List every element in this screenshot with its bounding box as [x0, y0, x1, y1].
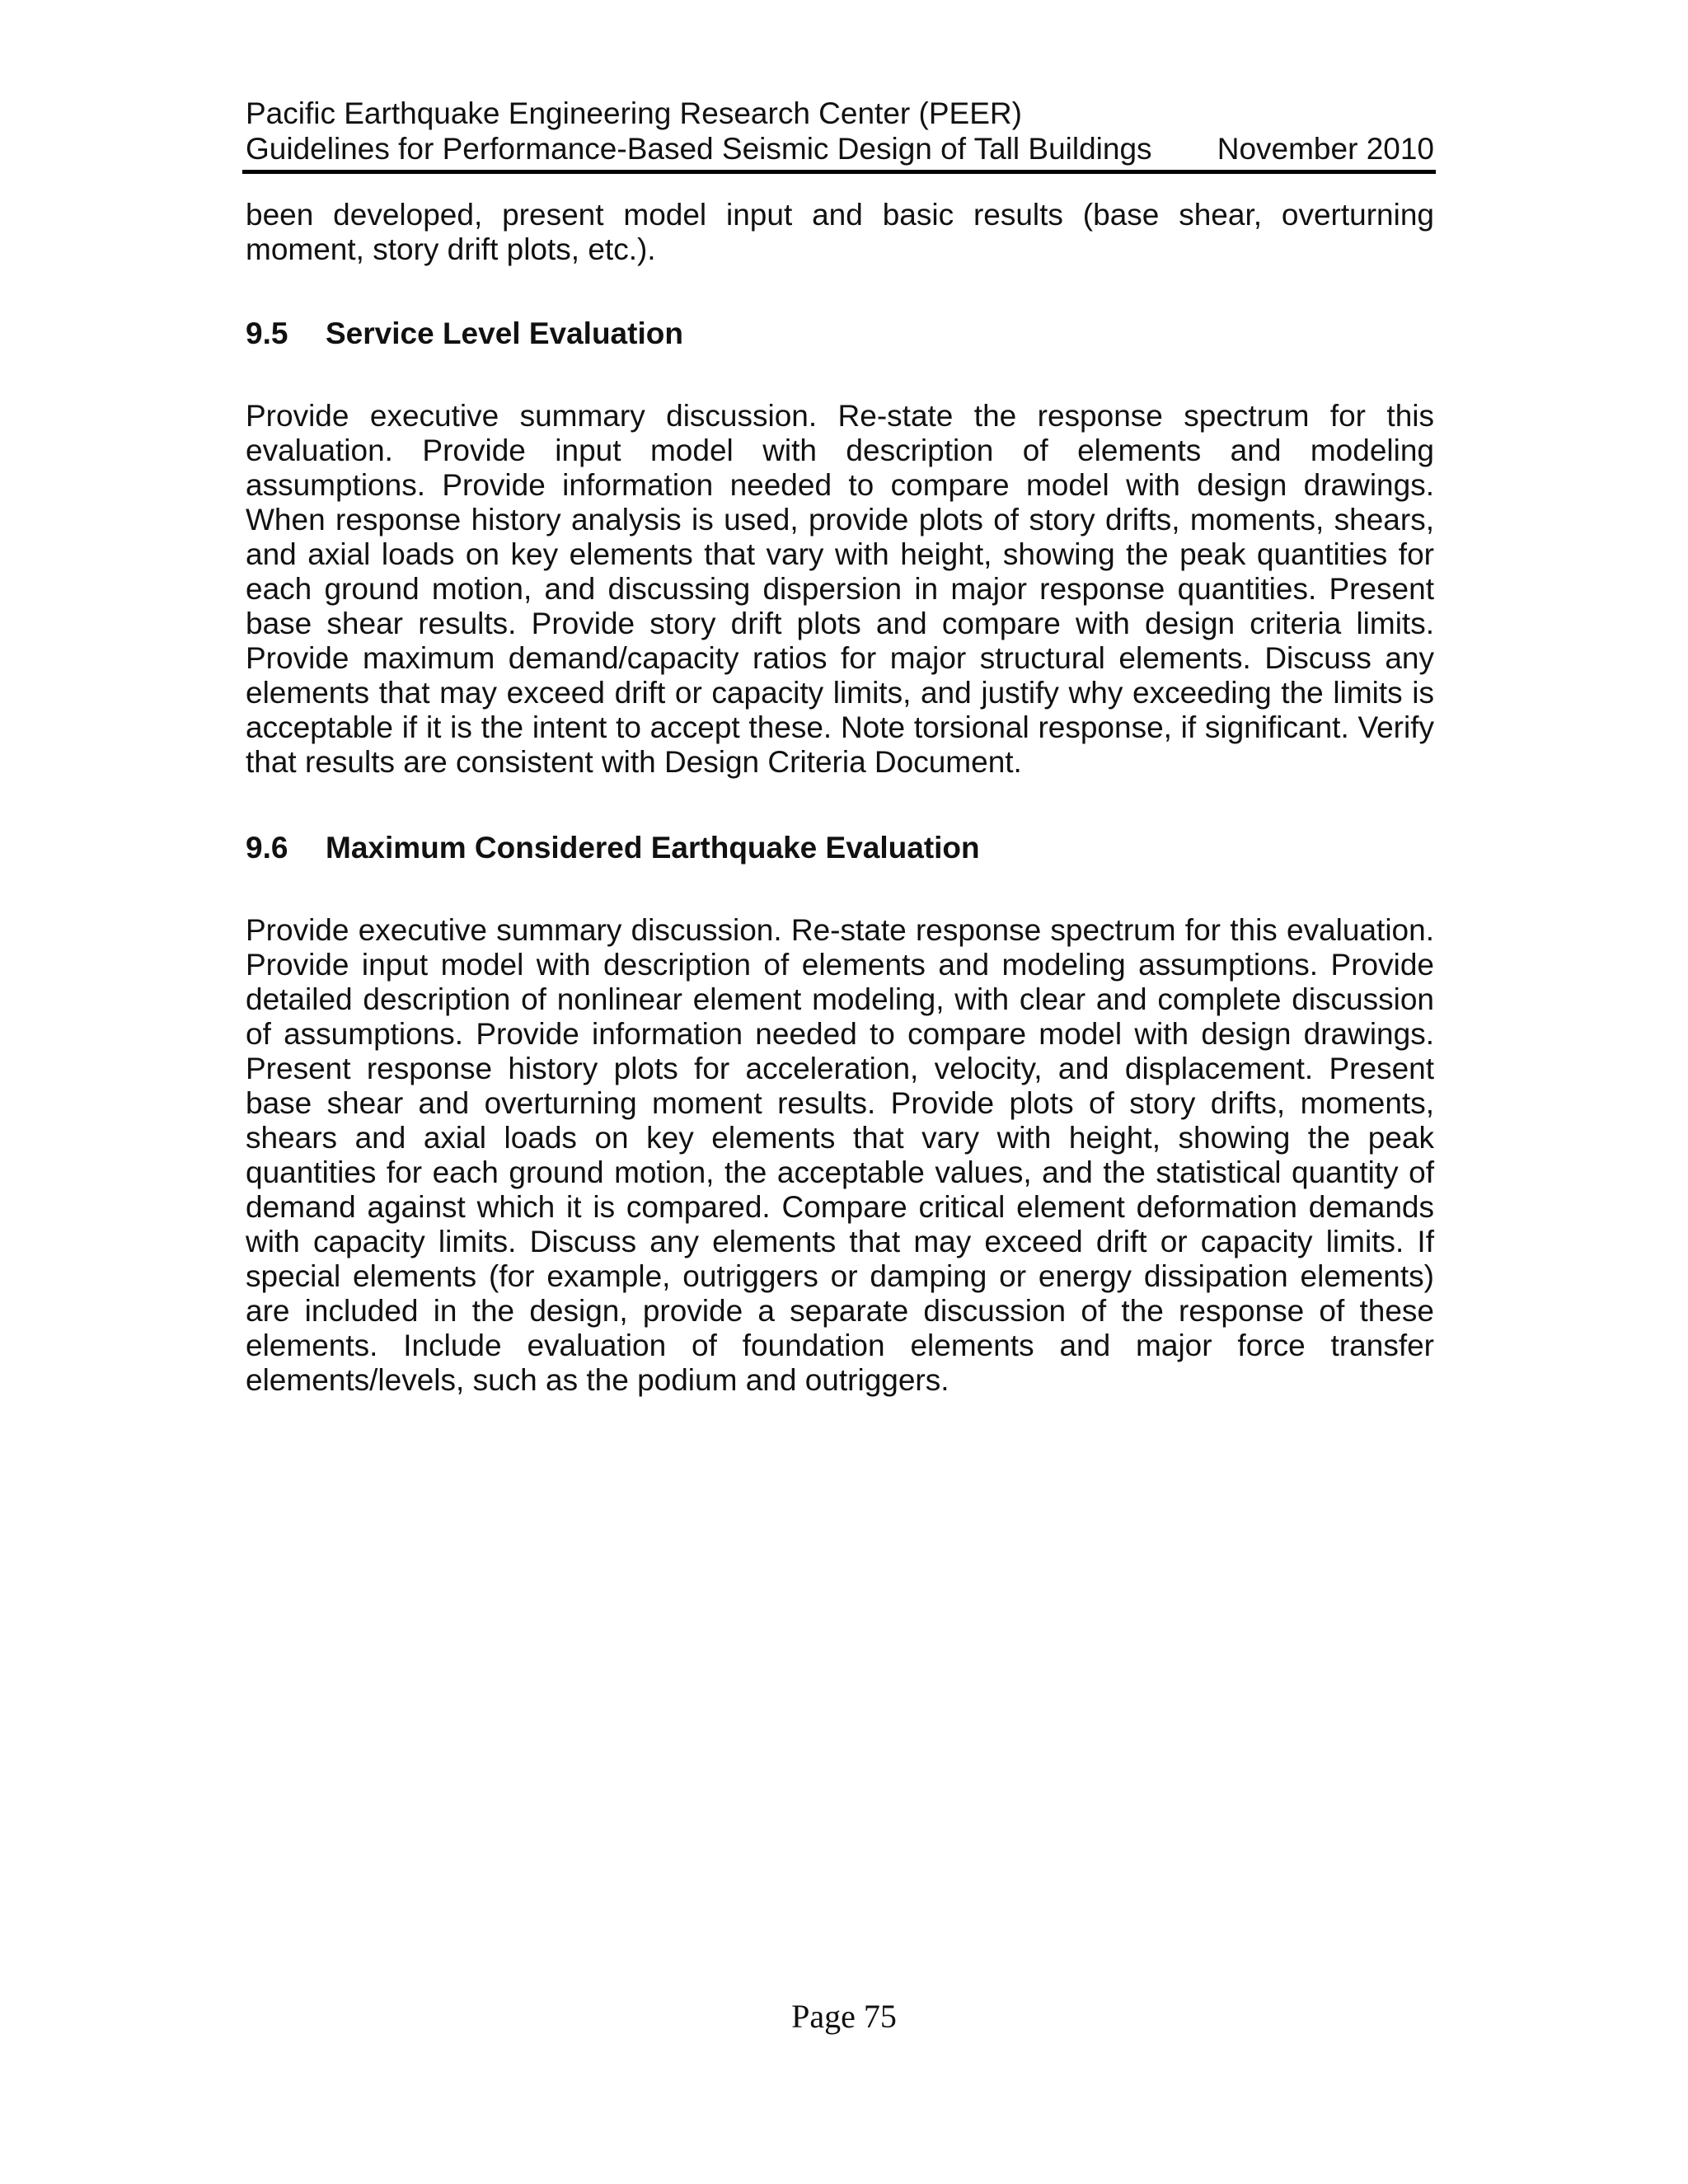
section-9-5-paragraph: Provide executive summary discussion. Re-state the response spectrum for this evaluation. Provide input model with description of elements and modeling assumptions. Provide information needed to compare model with design drawings. When response history analysis is used, provide plots of story drifts, moments, shears, and axial loads on key elements that vary with height, showing the peak quantities for each ground motion, and discussing dispersion in major response quantities. Present base shear results. Provide story drift plots and compare with design criteria limits. Provide maximum demand/capacity ratios for major structural elements. Discuss any elements that may exceed drift or capacity limits, and justify why exceeding the limits is acceptable if it is the intent to accept these. Note torsional response, if significant. Verify that results are consistent with Design Criteria Document. — [246, 399, 1434, 779]
section-title: Maximum Considered Earthquake Evaluation — [326, 831, 980, 865]
section-9-6-paragraph: Provide executive summary discussion. Re-state response spectrum for this evaluation. Provide input model with description of elements and modeling assumptions. Provide detailed description of nonlinear element modeling, with clear and complete discussion of assumptions. Provide information needed to compare model with design drawings. Present response history plots for acceleration, velocity, and displacement. Present base shear and overturning moment results. Provide plots of story drifts, moments, shears and axial loads on key elements that vary with height, showing the peak quantities for each ground motion, the acceptable values, and the statistical quantity of demand against which it is compared. Compare critical element deformation demands with capacity limits. Discuss any elements that may exceed drift or capacity limits. If special elements (for example, outriggers or damping or energy dissipation elements) are included in the design, provide a separate discussion of the response of these elements. Include evaluation of foundation elements and major force transfer elements/levels, such as the podium and outriggers. — [246, 913, 1434, 1397]
continuation-paragraph: been developed, present model input and basic results (base shear, overturning moment, story drift plots, etc.). — [246, 198, 1434, 266]
section-title: Service Level Evaluation — [326, 316, 683, 350]
header-date: November 2010 — [1217, 132, 1434, 166]
header-organization: Pacific Earthquake Engineering Research Center (PEER) — [246, 96, 1022, 130]
header-title-row — [246, 131, 1434, 166]
section-heading-9-6 — [246, 831, 980, 865]
page-number: Page 75 — [791, 1998, 897, 2035]
header-rule — [242, 170, 1436, 174]
section-heading-9-5 — [246, 316, 683, 351]
section-number: 9.5 — [246, 316, 288, 350]
running-header — [246, 96, 1434, 166]
section-number: 9.6 — [246, 831, 288, 865]
header-document-title: Guidelines for Performance-Based Seismic Design of Tall Buildings — [246, 132, 1152, 166]
